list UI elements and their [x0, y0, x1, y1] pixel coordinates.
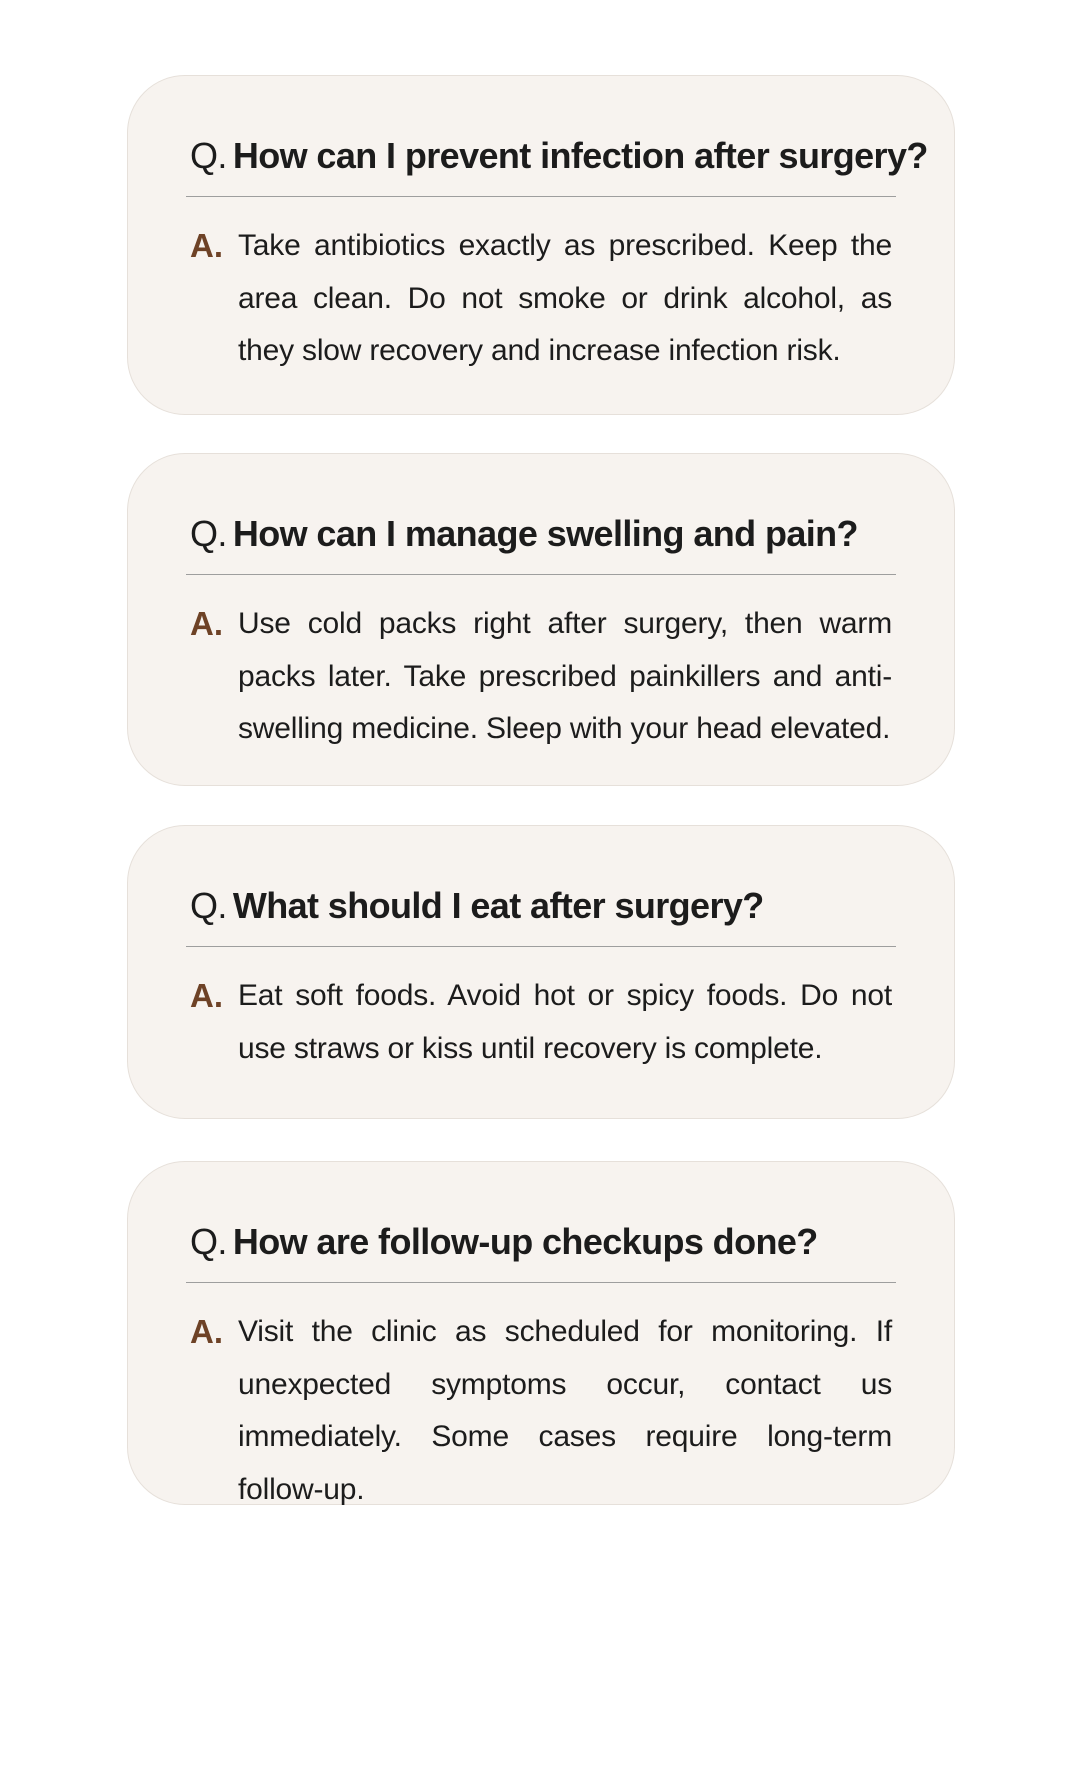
divider — [186, 574, 896, 575]
answer-text: Eat soft foods. Avoid hot or spicy foods. Do not use straws or kiss until recovery is complete. — [238, 979, 892, 1065]
answer-prefix: A. — [190, 605, 223, 642]
question-prefix: Q. — [190, 885, 227, 926]
faq-question — [190, 134, 928, 178]
answer-prefix: A. — [190, 227, 223, 264]
faq-question — [190, 1220, 914, 1264]
answer-text: Take antibiotics exactly as prescribed. Keep the area clean. Do not smoke or drink alcohol, as they slow recovery and increase infection risk. — [238, 229, 892, 367]
question-text: What should I eat after surgery? — [232, 885, 764, 926]
question-text: How can I manage swelling and pain? — [232, 513, 858, 554]
question-prefix: Q. — [190, 513, 227, 554]
divider — [186, 1282, 896, 1283]
answer-prefix: A. — [190, 1313, 223, 1350]
question-text: How are follow-up checkups done? — [232, 1221, 818, 1262]
faq-question — [190, 512, 914, 556]
answer-prefix: A. — [190, 977, 223, 1014]
divider — [186, 196, 896, 197]
faq-question — [190, 884, 914, 928]
faq-card — [127, 453, 955, 786]
faq-card — [127, 825, 955, 1119]
faq-card — [127, 1161, 955, 1505]
divider — [186, 946, 896, 947]
faq-card — [127, 75, 955, 415]
answer-text: Visit the clinic as scheduled for monitoring. If unexpected symptoms occur, contact us immediately. Some cases require long-term follow-up. — [238, 1315, 892, 1506]
question-text: How can I prevent infection after surgery? — [232, 135, 928, 176]
answer-text: Use cold packs right after surgery, then warm packs later. Take prescribed painkillers and anti-swelling medicine. Sleep with your head elevated. — [238, 607, 892, 745]
question-prefix: Q. — [190, 1221, 227, 1262]
question-prefix: Q. — [190, 135, 227, 176]
